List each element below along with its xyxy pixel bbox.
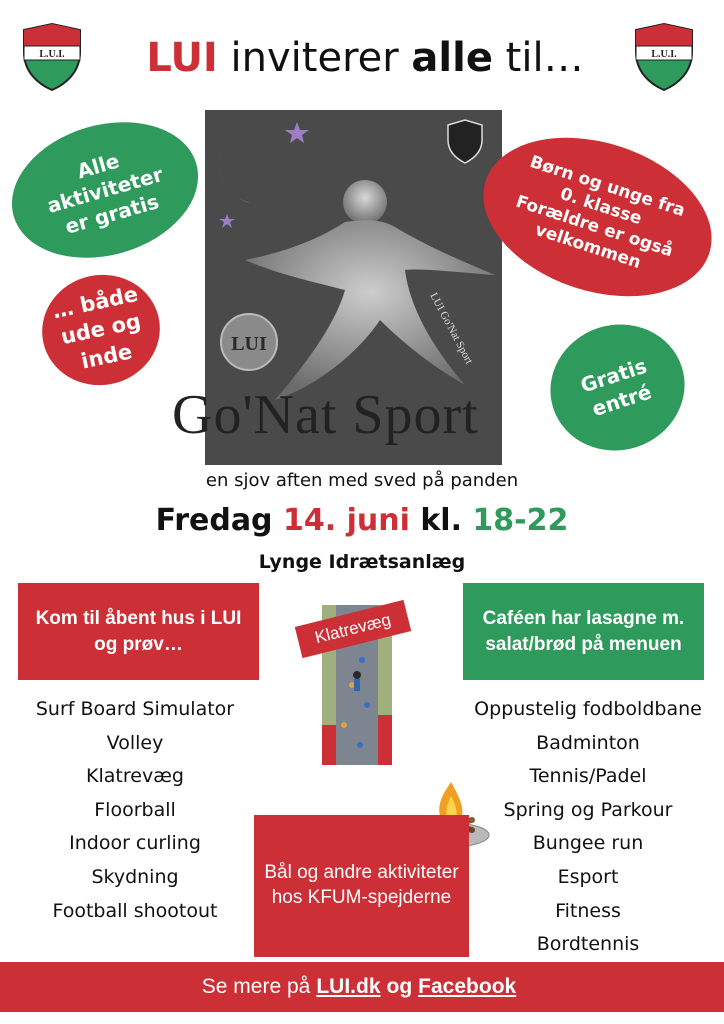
- scout-activities-box: Bål og andre aktiviteter hos KFUM-spejderne: [254, 815, 469, 957]
- activity-item: Surf Board Simulator: [35, 698, 235, 720]
- event-day: Fredag: [155, 503, 273, 538]
- cafe-box: Caféen har lasagne m. salat/brød på menuen: [463, 583, 704, 680]
- page-headline: [100, 36, 630, 80]
- bubble-inside-outside: … både ude og inde: [32, 264, 170, 396]
- headline-lui: LUI: [146, 35, 218, 81]
- activity-item: Esport: [557, 865, 619, 888]
- activity-item: Indoor curling: [69, 832, 201, 855]
- activities-list-left: [15, 693, 255, 928]
- event-time: 18-22: [472, 503, 569, 538]
- activity-item: Oppustelig fodboldbane: [474, 698, 702, 720]
- figure-head: [343, 180, 387, 224]
- star-icon: [219, 214, 235, 228]
- event-date-value: 14. juni: [283, 503, 410, 538]
- logo-text: L.U.I.: [39, 49, 65, 60]
- event-tagline: en sjov aften med sved på panden: [205, 470, 519, 491]
- footer-conjunction: og: [386, 975, 413, 998]
- bubble-free-entry: Gratis entré: [534, 307, 701, 468]
- logo-text: L.U.I.: [651, 49, 677, 60]
- poster-brand-small: LUI Go'Nat Sport: [427, 290, 476, 367]
- event-date: [0, 503, 724, 538]
- activity-item: Badminton: [536, 731, 640, 754]
- figure-body: [245, 220, 495, 400]
- lui-dk-link[interactable]: LUI.dk: [316, 975, 381, 998]
- headline-mid: inviterer: [217, 35, 412, 81]
- open-house-box: Kom til åbent hus i LUI og prøv…: [18, 583, 259, 680]
- climbing-wall-label: Klatrevæg: [295, 600, 411, 658]
- footer-prefix: Se mere på: [201, 975, 311, 998]
- headline-alle: alle: [411, 35, 493, 81]
- bubble-all-free: Alle aktiviteter er gratis: [0, 101, 214, 278]
- activity-item: Volley: [106, 731, 164, 754]
- lui-shield-logo-left: [20, 22, 84, 92]
- activity-item: Bordtennis: [536, 933, 640, 956]
- activity-item: Spring og Parkour: [503, 798, 673, 821]
- activity-item: Klatrevæg: [86, 765, 184, 788]
- poster-title: Go'Nat Sport: [172, 384, 479, 446]
- bubble-target-audience: Børn og unge fra 0. klasse Forældre er også velkommen: [463, 110, 724, 323]
- activity-item: Fitness: [555, 899, 621, 922]
- event-kl: kl.: [420, 503, 462, 538]
- headline-end: til…: [492, 35, 584, 81]
- activity-item: Bungee run: [532, 832, 644, 855]
- ball-text: LUI: [231, 333, 267, 355]
- moon-icon: [219, 122, 275, 204]
- activity-item: Football shootout: [52, 899, 218, 922]
- event-venue: Lynge Idrætsanlæg: [258, 551, 466, 573]
- small-shield-icon: [448, 120, 482, 163]
- facebook-link[interactable]: Facebook: [418, 975, 517, 998]
- activities-list-right: [463, 693, 713, 962]
- activity-item: Skydning: [91, 865, 179, 888]
- activity-item: Floorball: [94, 798, 176, 821]
- footer-bar: [0, 962, 724, 1012]
- star-icon: [285, 122, 309, 143]
- lui-shield-logo-right: [632, 22, 696, 92]
- activity-item: Tennis/Padel: [529, 765, 647, 788]
